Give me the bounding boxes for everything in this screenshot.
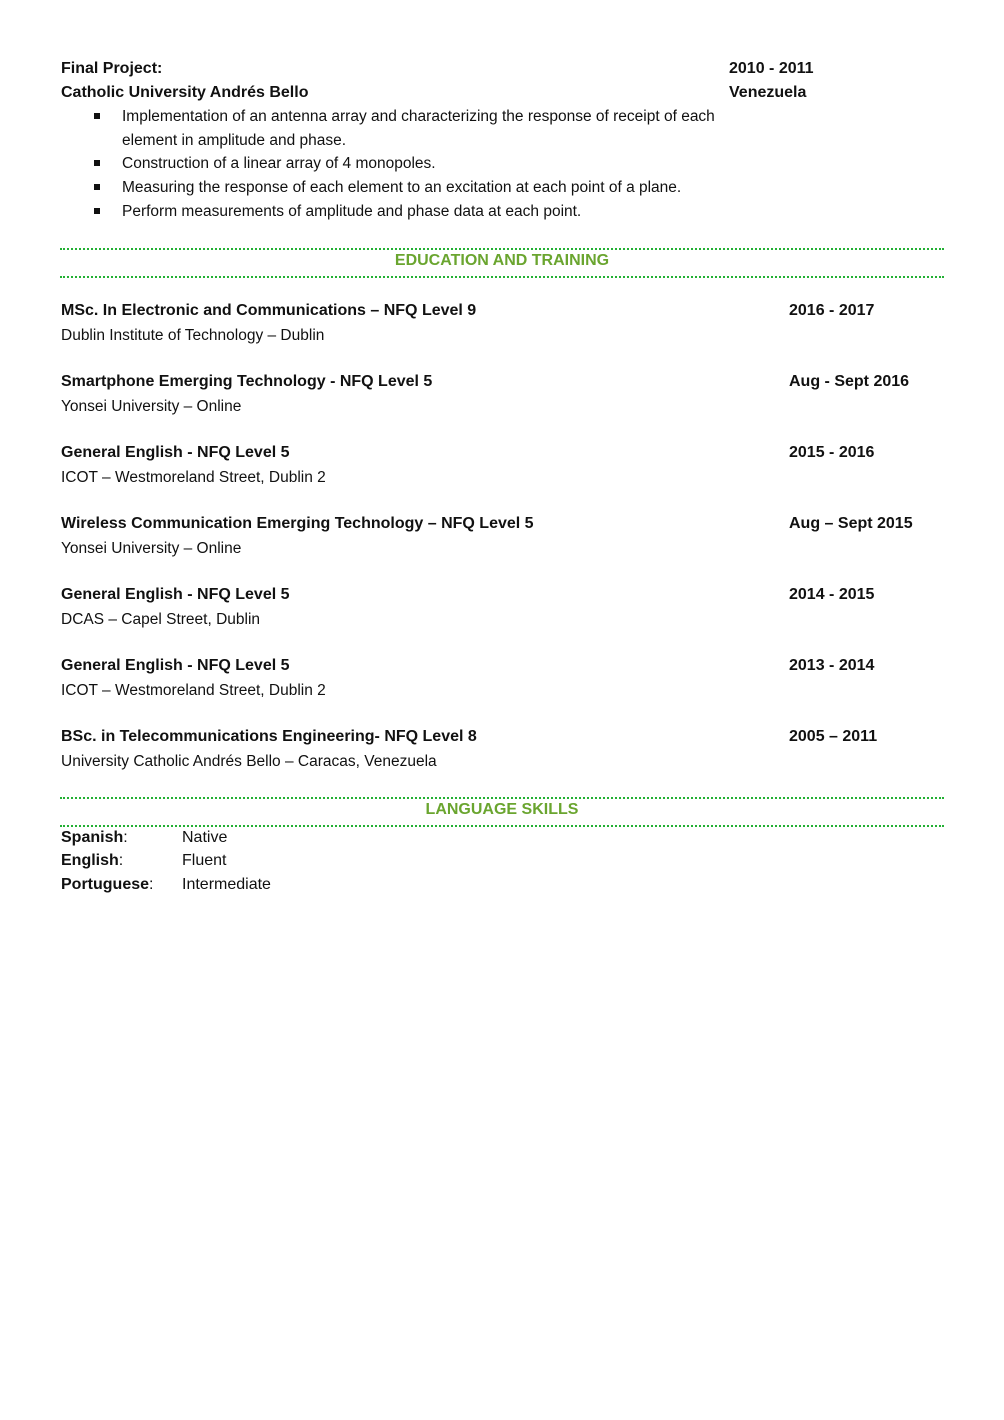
education-degree: General English - NFQ Level 5 — [61, 586, 290, 603]
education-institution: Dublin Institute of Technology – Dublin — [61, 327, 325, 344]
education-degree: General English - NFQ Level 5 — [61, 444, 290, 461]
project-country: Venezuela — [729, 84, 807, 101]
education-dates: 2005 – 2011 — [789, 728, 878, 745]
education-degree: Wireless Communication Emerging Technology – NFQ Level 5 — [61, 515, 534, 532]
education-institution: Yonsei University – Online — [61, 540, 242, 557]
cv-page: Final Project: 2010 - 2011 Catholic University Andrés Bello Venezuela Implementation of an antenna array and characterizing the response of receipt of each element in amplitude and phase. Construction of a linear array of 4 monopoles. Measuring the response of each element to an excitation at each point of a plane. Perform measurements of amplitude and phase data at each point. EDUCATION AND TRAINING MSc. In Electronic and Communications – NFQ Level 9 2016 - 2017 Dublin Institute of Technology – Dublin Smartphone Emerging Technology - NFQ Level 5 Aug - Sept 2016 Yonsei University – Online General English - NFQ Level 5 2015 - 2016 ICOT – Westmoreland Street, Dublin 2 Wireless Communication Emerging Technology – NFQ Level 5 Aug – Sept 2015 Yonsei University – Online General English - NFQ Level 5 2014 - 2015 DCAS – Capel Street, Dublin General English - NFQ Level 5 2013 - 2014 ICOT – Westmoreland Street, Dublin 2 BSc. in Telecommunications Engineering- NFQ Level 8 2005 – 2011 University Catholic Andrés Bello – Caracas, Venezuela LANGUAGE SKILLS Spanish: Native English: Fluent Portuguese: Intermediate — [0, 0, 1004, 1420]
project-label: Final Project: — [61, 60, 163, 77]
language-level: Intermediate — [182, 876, 271, 893]
project-bullet-list — [92, 105, 772, 224]
education-degree: BSc. in Telecommunications Engineering- NFQ Level 8 — [61, 728, 477, 745]
project-bullet: Measuring the response of each element to an excitation at each point of a plane. — [92, 176, 772, 200]
education-dates: 2015 - 2016 — [789, 444, 875, 461]
language-name: Portuguese — [61, 876, 150, 893]
education-institution: Yonsei University – Online — [61, 398, 242, 415]
education-section-title: EDUCATION AND TRAINING — [394, 252, 610, 269]
education-dates: Aug – Sept 2015 — [789, 515, 913, 532]
section-divider-bottom — [60, 276, 944, 278]
education-institution: DCAS – Capel Street, Dublin — [61, 611, 261, 628]
project-bullet: Construction of a linear array of 4 monopoles. — [92, 152, 772, 176]
project-institution: Catholic University Andrés Bello — [61, 84, 309, 101]
education-dates: 2016 - 2017 — [789, 302, 875, 319]
project-dates: 2010 - 2011 — [729, 60, 814, 77]
project-bullet: Perform measurements of amplitude and phase data at each point. — [92, 200, 772, 224]
languages-section-title: LANGUAGE SKILLS — [425, 801, 579, 818]
language-name: Spanish — [61, 829, 124, 846]
language-name: English — [61, 852, 119, 869]
education-institution: University Catholic Andrés Bello – Caracas, Venezuela — [61, 753, 437, 770]
education-dates: 2014 - 2015 — [789, 586, 875, 603]
education-dates: 2013 - 2014 — [789, 657, 875, 674]
education-dates: Aug - Sept 2016 — [789, 373, 910, 390]
education-degree: General English - NFQ Level 5 — [61, 657, 290, 674]
education-degree: Smartphone Emerging Technology - NFQ Level 5 — [61, 373, 433, 390]
education-institution: ICOT – Westmoreland Street, Dublin 2 — [61, 469, 326, 486]
education-degree: MSc. In Electronic and Communications – NFQ Level 9 — [61, 302, 477, 319]
education-institution: ICOT – Westmoreland Street, Dublin 2 — [61, 682, 326, 699]
language-level: Fluent — [182, 852, 227, 869]
language-level: Native — [182, 829, 228, 846]
project-bullet: Implementation of an antenna array and characterizing the response of receipt of each element in amplitude and phase. — [92, 105, 772, 152]
